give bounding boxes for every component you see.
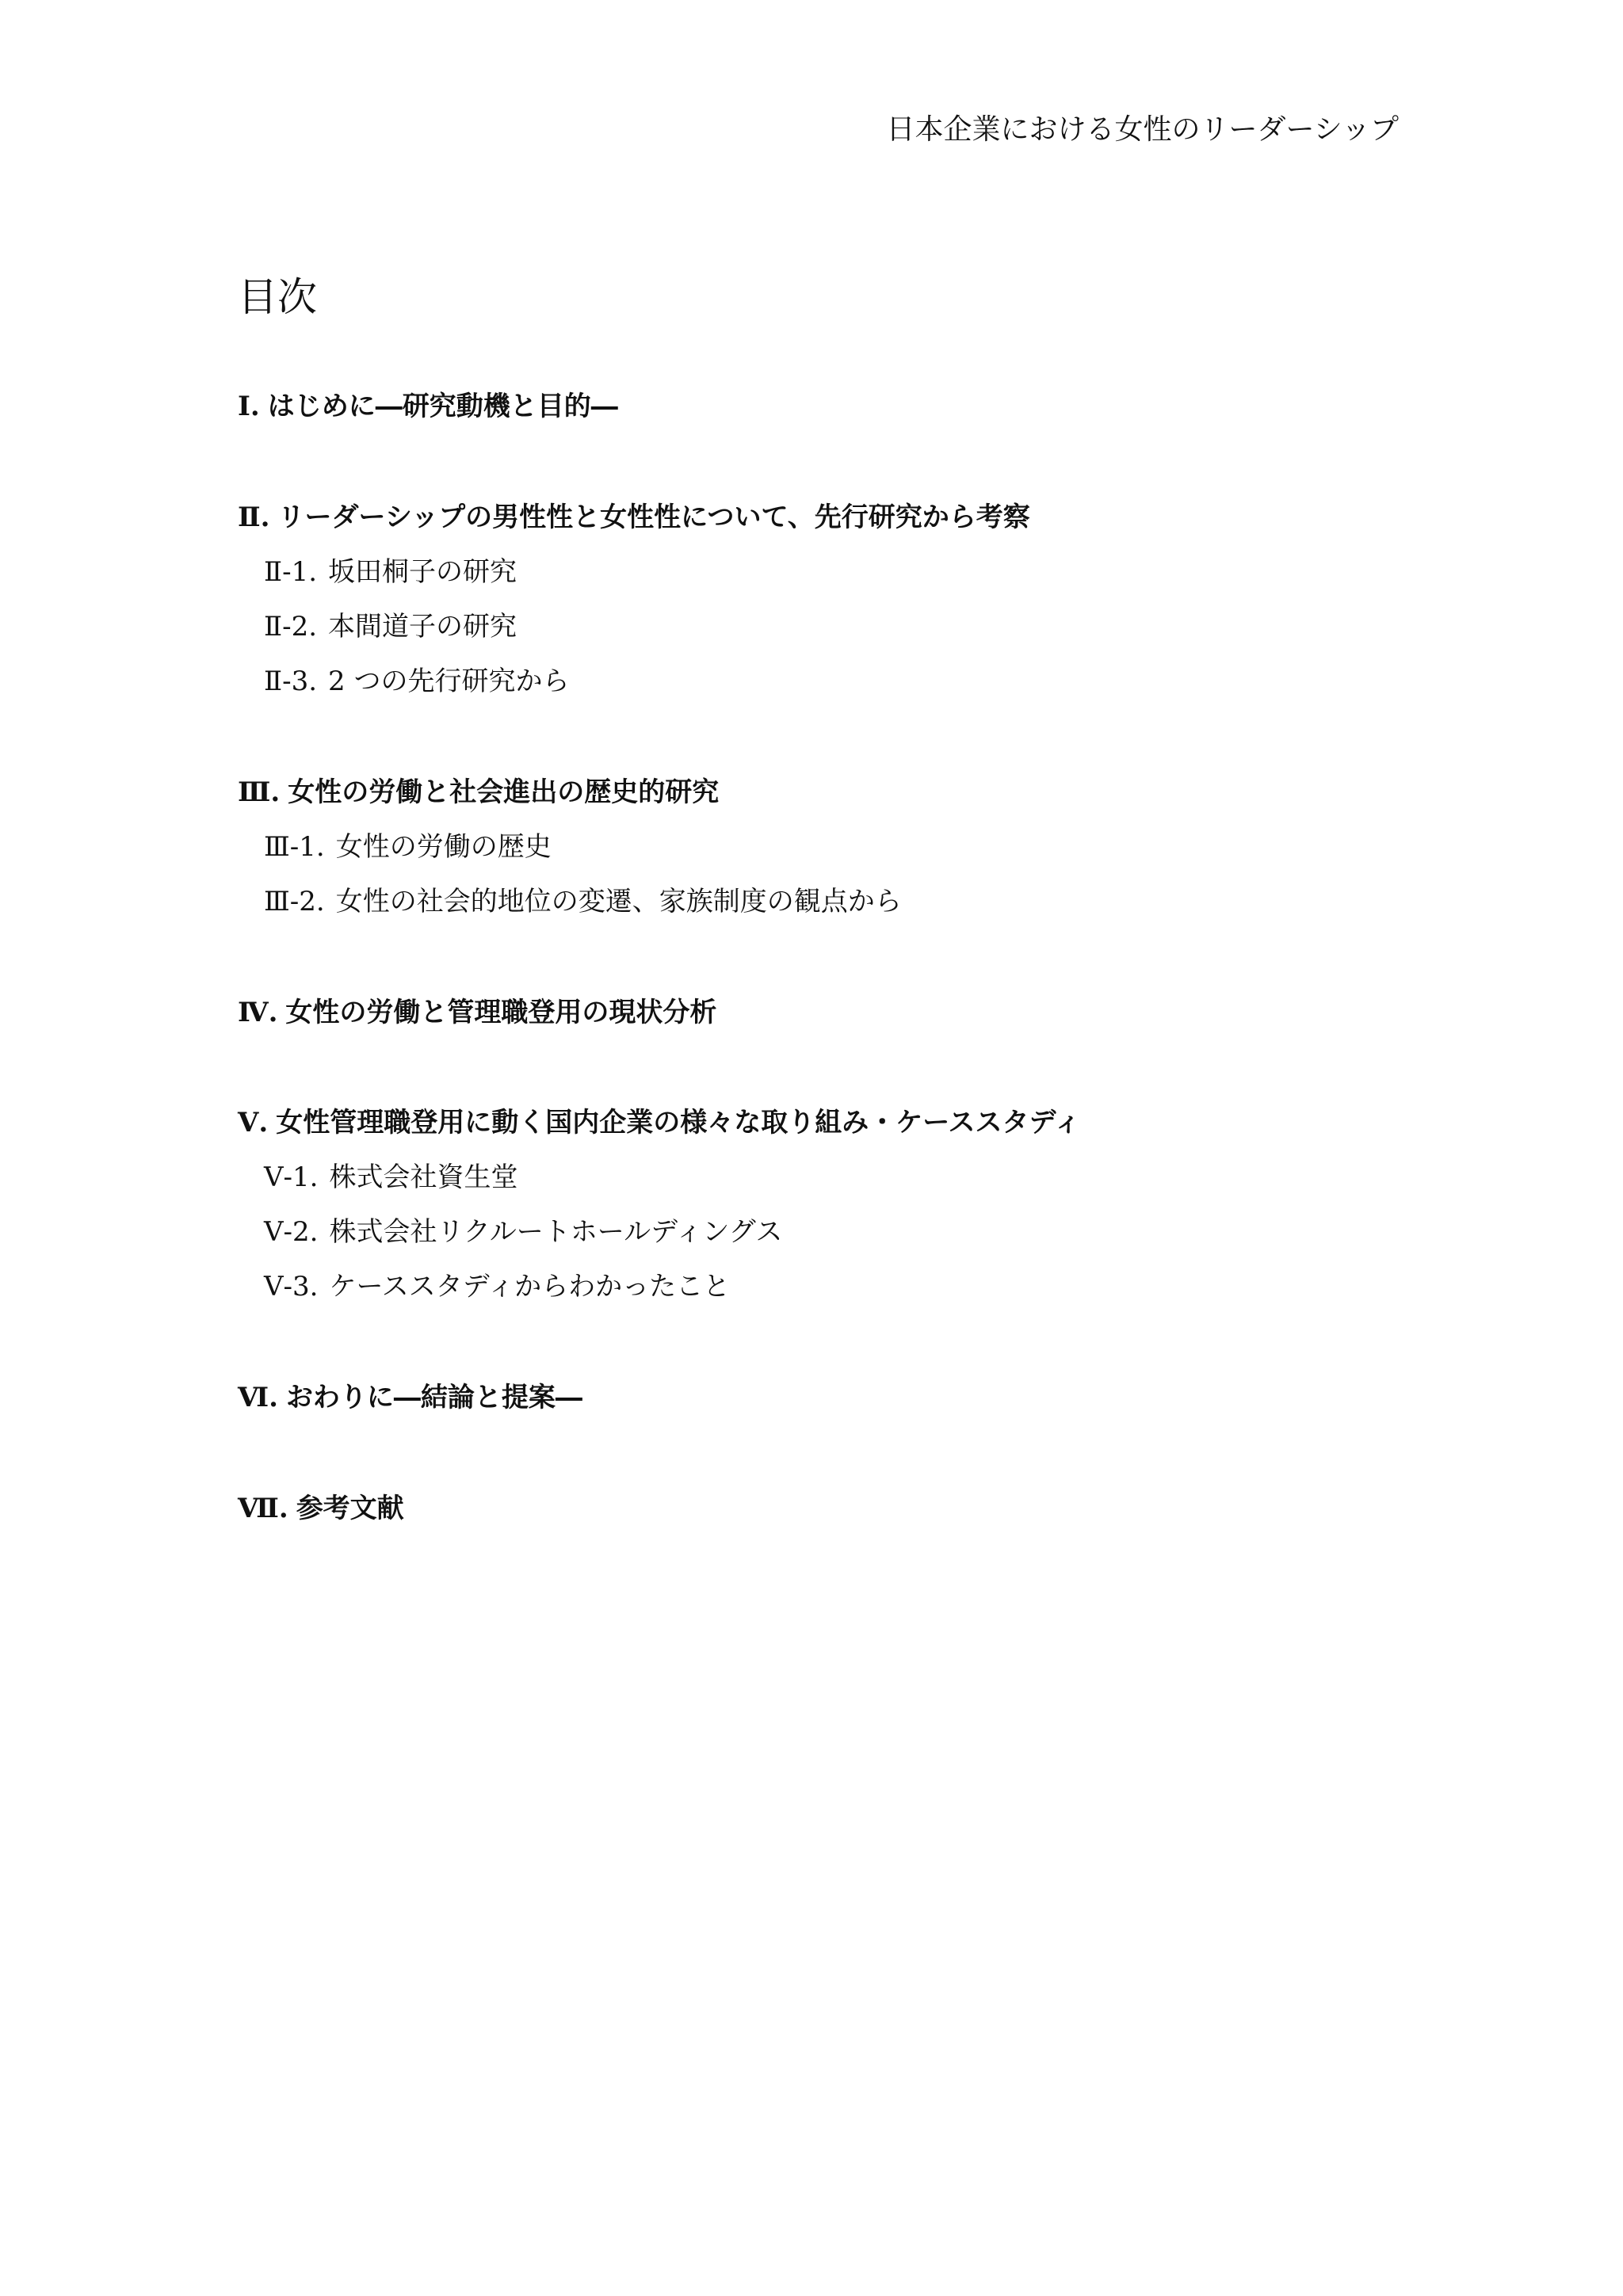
toc-entry-number: Ⅵ. bbox=[238, 1382, 278, 1413]
toc-entry-7[interactable] bbox=[238, 1495, 404, 1522]
toc-entry-4[interactable] bbox=[238, 999, 716, 1026]
toc-entry-5-2[interactable] bbox=[264, 1216, 783, 1248]
toc-entry-number: Ⅱ-2. bbox=[264, 611, 318, 643]
toc-entry-title: 女性の労働の歴史 bbox=[335, 831, 552, 863]
toc-entry-number: Ⅴ-3. bbox=[264, 1271, 319, 1302]
toc-entry-2-3[interactable] bbox=[264, 668, 570, 695]
toc-entry-number: Ⅶ. bbox=[238, 1493, 288, 1524]
toc-entry-5[interactable] bbox=[238, 1109, 1081, 1136]
toc-entry-5-1[interactable] bbox=[264, 1161, 518, 1193]
toc-entry-2-2[interactable] bbox=[264, 611, 517, 643]
toc-entry-2-1[interactable] bbox=[264, 556, 517, 588]
toc-entry-title: おわりに―結論と提案― bbox=[285, 1382, 582, 1413]
toc-entry-title: 株式会社資生堂 bbox=[329, 1161, 518, 1193]
toc-entry-title: 本間道子の研究 bbox=[328, 611, 517, 643]
toc-entry-number: Ⅴ. bbox=[238, 1107, 269, 1138]
toc-entry-1[interactable] bbox=[238, 393, 618, 420]
toc-entry-number: Ⅲ-1. bbox=[264, 831, 325, 863]
toc-entry-title: 坂田桐子の研究 bbox=[328, 556, 517, 588]
toc-entry-number: Ⅲ-2. bbox=[264, 886, 325, 917]
toc-entry-3[interactable] bbox=[238, 776, 720, 808]
toc-entry-3-2[interactable] bbox=[264, 888, 902, 915]
toc-entry-number: Ⅴ-2. bbox=[264, 1216, 319, 1248]
toc-entry-number: Ⅱ. bbox=[238, 502, 270, 533]
toc-entry-number: Ⅴ-1. bbox=[264, 1161, 319, 1193]
toc-entry-number: Ⅱ-3. bbox=[264, 666, 318, 697]
toc-entry-title: はじめに―研究動機と目的― bbox=[267, 391, 618, 422]
toc-entry-title: 2 つの先行研究から bbox=[328, 666, 570, 697]
running-header: 日本企業における女性のリーダーシップ bbox=[886, 113, 1399, 146]
toc-entry-title: 女性の労働と管理職登用の現状分析 bbox=[285, 997, 717, 1028]
toc-entry-title: 女性の社会的地位の変遷、家族制度の観点から bbox=[335, 886, 902, 917]
toc-entry-2[interactable] bbox=[238, 504, 1030, 531]
toc-entry-number: Ⅳ. bbox=[238, 997, 278, 1028]
toc-entry-6[interactable] bbox=[238, 1384, 582, 1411]
toc-entry-title: 株式会社リクルートホールディングス bbox=[329, 1216, 783, 1248]
toc-entry-title: リーダーシップの男性性と女性性について、先行研究から考察 bbox=[277, 502, 1030, 533]
toc-entry-title: 参考文献 bbox=[296, 1493, 404, 1524]
toc-entry-title: ケーススタディからわかったこと bbox=[329, 1271, 731, 1302]
toc-entry-title: 女性の労働と社会進出の歴史的研究 bbox=[288, 776, 720, 808]
toc-entry-5-3[interactable] bbox=[264, 1273, 730, 1300]
toc-entry-number: Ⅱ-1. bbox=[264, 556, 318, 588]
toc-entry-3-1[interactable] bbox=[264, 831, 552, 863]
toc-entry-number: Ⅲ. bbox=[238, 776, 281, 808]
toc-entry-number: Ⅰ. bbox=[238, 391, 260, 422]
toc-title: 目次 bbox=[238, 274, 317, 320]
toc-entry-title: 女性管理職登用に動く国内企業の様々な取り組み・ケーススタディ bbox=[276, 1107, 1081, 1138]
